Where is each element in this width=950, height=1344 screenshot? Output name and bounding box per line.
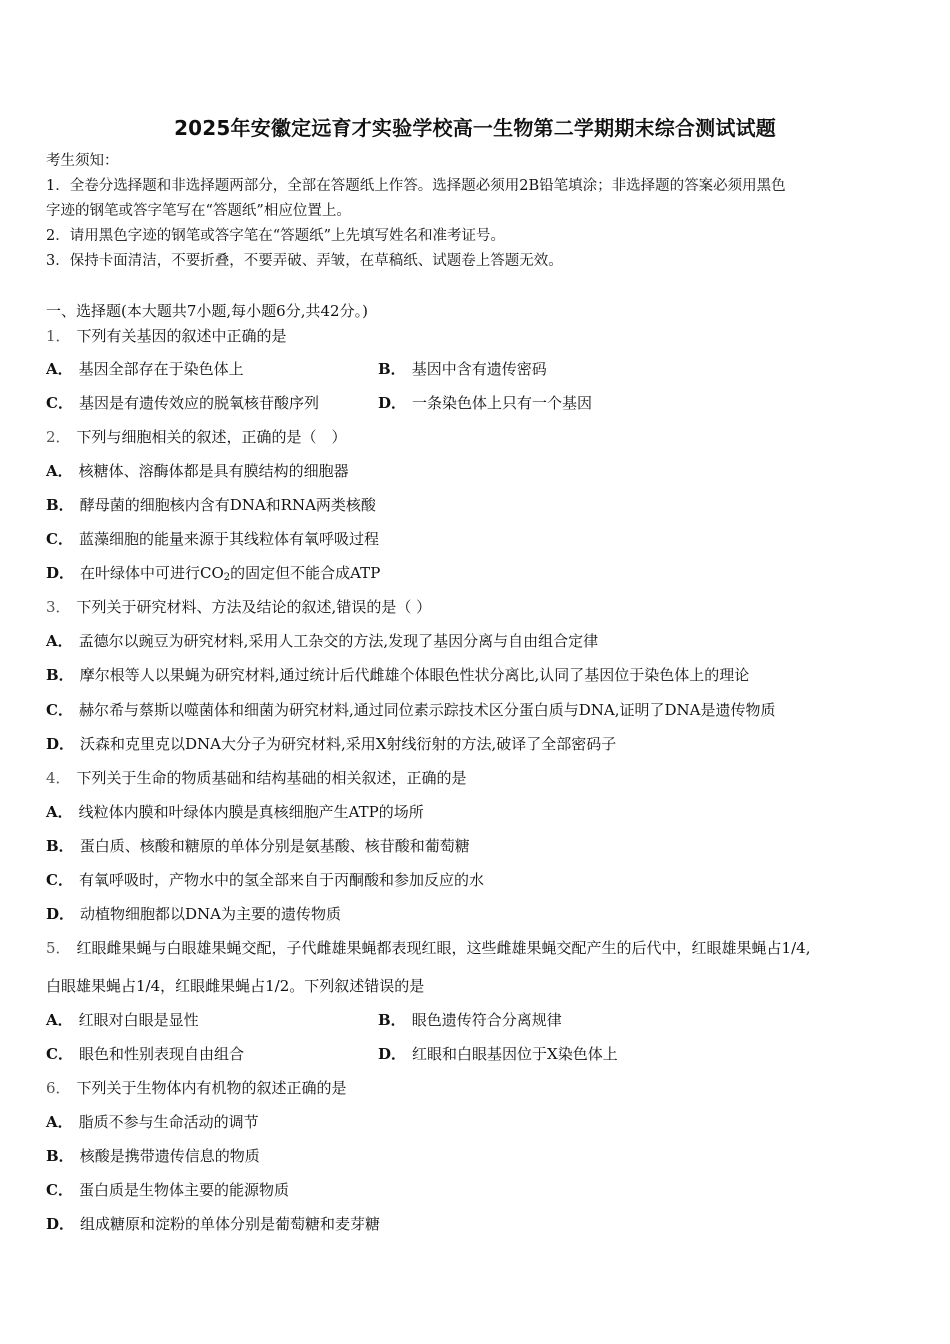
option-text: 红眼和白眼基因位于X染色体上	[412, 1045, 618, 1063]
notice-line-3: 2．请用黑色字迹的钢笔或答字笔在“答题纸”上先填写姓名和准考证号。	[46, 228, 506, 244]
option-label: C．	[46, 1045, 73, 1063]
option-b[interactable]	[46, 495, 376, 515]
option-b[interactable]	[46, 1146, 260, 1166]
option-label: B．	[378, 360, 406, 378]
option-text: 红眼对白眼是显性	[78, 1011, 199, 1029]
option-label: B．	[46, 496, 74, 514]
option-label: A．	[46, 1011, 73, 1029]
option-text: 核糖体、溶酶体都是具有膜结构的细胞器	[78, 462, 349, 480]
option-label: A．	[46, 462, 73, 480]
question-stem	[46, 1078, 347, 1098]
option-text: 核酸是携带遗传信息的物质	[79, 1147, 260, 1165]
question-stem	[46, 938, 810, 958]
option-d[interactable]	[46, 563, 380, 583]
option-a[interactable]	[46, 1010, 199, 1030]
question-number: 3．	[46, 598, 71, 616]
page-title: 2025年安徽定远育才实验学校高一生物第二学期期末综合测试试题	[174, 116, 776, 140]
option-label: D．	[378, 1045, 407, 1063]
option-text: 有氧呼吸时，产物水中的氢全部来自于丙酮酸和参加反应的水	[78, 871, 484, 889]
option-label: A．	[46, 803, 73, 821]
option-label: D．	[46, 564, 75, 582]
option-text: 的固定但不能合成ATP	[230, 564, 381, 582]
option-label: B．	[378, 1011, 406, 1029]
option-text: 赫尔希与蔡斯以噬菌体和细菌为研究材料,通过同位素示踪技术区分蛋白质与DNA,证明了DNA是遗传物质	[78, 701, 776, 719]
option-label: B．	[46, 1147, 74, 1165]
option-label: C．	[46, 1181, 73, 1199]
option-text: 一条染色体上只有一个基因	[412, 394, 593, 412]
section-heading: 一、选择题(本大题共7小题,每小题6分,共42分。)	[46, 302, 368, 320]
option-c[interactable]	[46, 529, 379, 549]
option-text: 动植物细胞都以DNA为主要的遗传物质	[80, 905, 342, 923]
option-label: A．	[46, 1113, 73, 1131]
option-d[interactable]	[46, 734, 616, 754]
question-text: 下列与细胞相关的叙述，正确的是（ ）	[76, 428, 347, 446]
option-a[interactable]	[46, 1112, 259, 1132]
option-text: 在叶绿体中可进行CO	[80, 564, 224, 582]
option-text: 孟德尔以豌豆为研究材料,采用人工杂交的方法,发现了基因分离与自由组合定律	[78, 632, 599, 650]
question-stem	[46, 768, 467, 788]
option-text: 组成糖原和淀粉的单体分别是葡萄糖和麦芽糖	[80, 1215, 381, 1233]
option-text: 酵母菌的细胞核内含有DNA和RNA两类核酸	[79, 496, 376, 514]
option-text: 基因中含有遗传密码	[411, 360, 547, 378]
option-label: A．	[46, 360, 73, 378]
option-a[interactable]	[46, 359, 244, 379]
question-text: 红眼雌果蝇与白眼雄果蝇交配，子代雌雄果蝇都表现红眼，这些雌雄果蝇交配产生的后代中，红眼雄果蝇占1/4,	[76, 939, 811, 957]
option-label: D．	[378, 394, 407, 412]
question-text: 下列有关基因的叙述中正确的是	[76, 327, 287, 345]
option-c[interactable]	[46, 1044, 244, 1064]
option-text: 眼色遗传符合分离规律	[411, 1011, 562, 1029]
option-b[interactable]	[46, 836, 470, 856]
option-c[interactable]	[46, 700, 775, 720]
option-text: 基因全部存在于染色体上	[78, 360, 244, 378]
option-text: 摩尔根等人以果蝇为研究材料,通过统计后代雌雄个体眼色性状分离比,认同了基因位于染色体上的理论	[79, 666, 750, 684]
option-label: A．	[46, 632, 73, 650]
option-a[interactable]	[46, 631, 598, 651]
option-label: C．	[46, 701, 73, 719]
notice-line-1: 1．全卷分选择题和非选择题两部分，全部在答题纸上作答。选择题必须用2B铅笔填涂；非选择题的答案必须用黑色	[46, 178, 786, 194]
option-text: 蛋白质、核酸和糖原的单体分别是氨基酸、核苷酸和葡萄糖	[79, 837, 470, 855]
subscript: 2	[223, 572, 231, 583]
option-label: C．	[46, 394, 73, 412]
option-c[interactable]	[46, 393, 319, 413]
option-a[interactable]	[46, 802, 424, 822]
option-d[interactable]	[46, 1214, 380, 1234]
option-text: 基因是有遗传效应的脱氧核苷酸序列	[78, 394, 319, 412]
notice-line-4: 3．保持卡面清洁，不要折叠，不要弄破、弄皱，在草稿纸、试题卷上答题无效。	[46, 253, 563, 269]
option-label: B．	[46, 837, 74, 855]
option-label: D．	[46, 905, 75, 923]
option-label: D．	[46, 735, 75, 753]
option-a[interactable]	[46, 461, 349, 481]
question-number: 6．	[46, 1079, 71, 1097]
option-text: 脂质不参与生命活动的调节	[78, 1113, 259, 1131]
question-number: 1．	[46, 327, 71, 345]
question-stem	[46, 597, 431, 617]
option-label: B．	[46, 666, 74, 684]
question-text: 下列关于生物体内有机物的叙述正确的是	[76, 1079, 347, 1097]
option-d[interactable]	[378, 1044, 618, 1064]
option-text: 线粒体内膜和叶绿体内膜是真核细胞产生ATP的场所	[78, 803, 424, 821]
option-c[interactable]	[46, 870, 484, 890]
option-d[interactable]	[378, 393, 592, 413]
option-d[interactable]	[46, 904, 341, 924]
option-text: 沃森和克里克以DNA大分子为研究材料,采用X射线衍射的方法,破译了全部密码子	[80, 735, 617, 753]
notice-heading: 考生须知：	[46, 153, 119, 169]
question-stem	[46, 326, 287, 346]
question-text: 下列关于研究材料、方法及结论的叙述,错误的是（ ）	[76, 598, 432, 616]
question-number: 4．	[46, 769, 71, 787]
option-text: 蛋白质是生物体主要的能源物质	[78, 1181, 289, 1199]
option-label: D．	[46, 1215, 75, 1233]
option-c[interactable]	[46, 1180, 289, 1200]
option-label: C．	[46, 530, 73, 548]
question-text: 下列关于生命的物质基础和结构基础的相关叙述，正确的是	[76, 769, 467, 787]
option-b[interactable]	[46, 665, 749, 685]
question-stem-continued: 白眼雄果蝇占1/4，红眼雌果蝇占1/2。下列叙述错误的是	[46, 977, 425, 995]
question-number: 5．	[46, 939, 71, 957]
option-b[interactable]	[378, 1010, 562, 1030]
question-stem	[46, 427, 347, 447]
option-b[interactable]	[378, 359, 547, 379]
option-text: 眼色和性别表现自由组合	[78, 1045, 244, 1063]
option-text: 蓝藻细胞的能量来源于其线粒体有氧呼吸过程	[78, 530, 379, 548]
option-label: C．	[46, 871, 73, 889]
notice-line-2: 字迹的钢笔或答字笔写在“答题纸”相应位置上。	[46, 203, 351, 219]
question-number: 2．	[46, 428, 71, 446]
